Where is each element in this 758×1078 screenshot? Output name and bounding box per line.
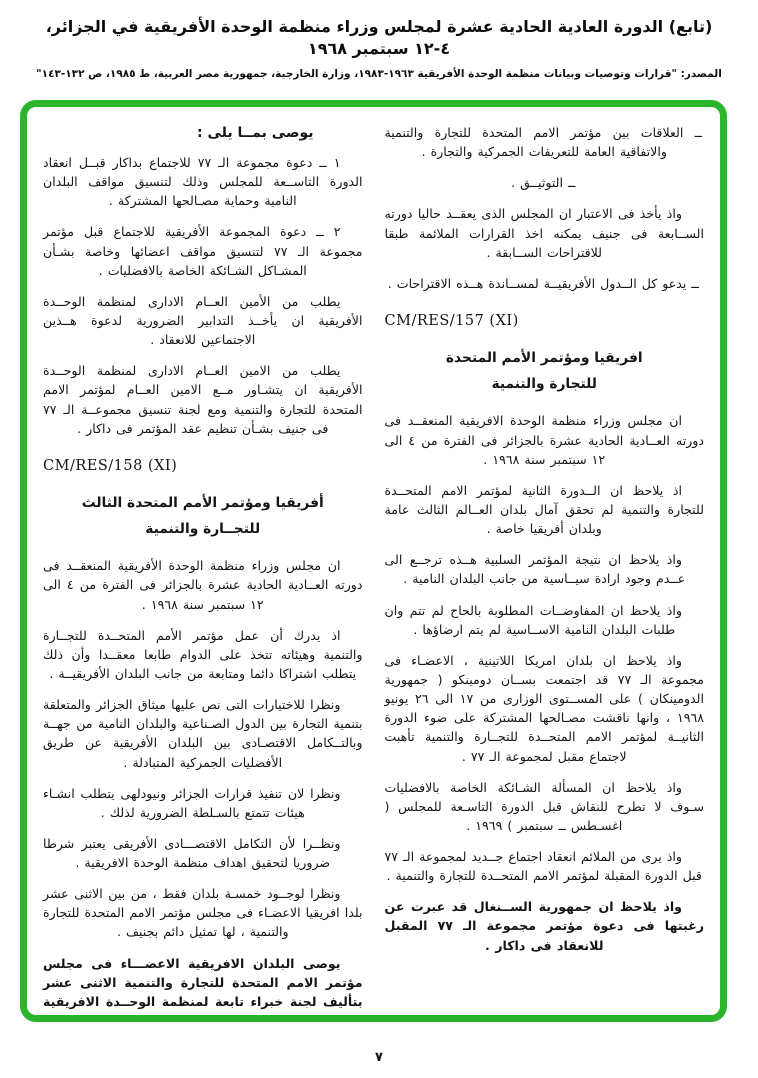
recommendation-item-2: ٢ ــ دعوة المجموعة الأفريقية للاجتماع قبل مؤتمر مجموعة الـ ٧٧ لتنسيق مواقف اعضائها وخاصة بشـأن المشـاكل الشـائكة الخاصة بالافضليات .: [43, 224, 363, 278]
document-source-citation: المصدر: "قرارات وتوصيات وبيانات منظمة الوحدة الأفريقية ١٩٦٣-١٩٨٣، وزارة الخارجية، جمهورية مصر العربية، ط ١٩٨٥، ص ١٣٢-١٤٣": [36, 67, 722, 80]
paragraph-algiers-charter-options: ونظرا للاختيارات التى نص عليها ميثاق الجزائر والمتعلقة بتنمية التجارة بين الدول الصـناعية والبلدان النامية من جهــة وبالتــكامل الاقتصـادى بين البلدان الأفريقية عن طريق الأفضليات الجمركية المتبادلة .: [43, 697, 363, 770]
recommendation-item-1: ١ ــ دعوة مجموعة الـ ٧٧ للاجتماع بداكار قبــل انعقاد الدورة التاســعة للمجلس وذلك لتنسيق مواقف البلدان النامية وحماية مصـالحها المشتركة .: [43, 155, 363, 209]
paragraph-latin-america-group77: واذ يلاحظ ان بلدان امريكا اللاتينية ، الاعضـاء فى مجموعة الـ ٧٧ قد اجتمعت بســان دومينكو ( جمهورية الدومينكان ) على المســتوى الوزارى من ١٧ الى ٢٦ يونيو ١٩٦٨ ، وانها ناقشت مصـالحها المشتركة على ضوء الدورة الثانيــة لمؤتمر الامم المتحــدة للتجــارة والتنمية تأهبت لاجتماع مقبل لمجموعة الـ ٧٧ .: [384, 652, 705, 764]
green-border-frame: [20, 100, 727, 1022]
resolution-158-heading-line1: أفريقيا ومؤتمر الأمم المتحدة الثالث: [81, 494, 324, 511]
paragraph-negative-outcome: واذ يلاحظ ان نتيجة المؤتمر السلبية هــذه ترجــع الى عــدم وجود ارادة سيــاسية من جانب البلدان النامية .: [384, 552, 686, 587]
resolution-157-heading-line1: افريقيا ومؤتمر الأمم المتحدة: [445, 349, 643, 366]
resolution-158-heading: [43, 490, 363, 542]
paragraph-requests-secretary-general-2: يطلب من الامين العــام الادارى لمنظمة الوحــدة الأفريقية ان يتشـاور مــع الامين العــام لمؤتمر الامم المتحدة للتجارة والتنمية ومع لجنة تنسيق مجموعــة الـ ٧٧ فى جنيف بشـأن تنظيم عقد المؤتمر فى داكار .: [43, 363, 363, 436]
dash-item-unctad-gatt-relations: ــ العلاقات بين مؤتمر الامم المتحدة للتجارة والتنمية والاتفاقية العامة للتعريفات الجمركية والتجارة .: [384, 125, 702, 160]
paragraph-noting-second-unctad: اذ يلاحظ ان الــدورة الثانية لمؤتمر الامم المتحــدة للتجارة والتنمية لم تحقق آمال بلدان العــالم الثالث عامة وبلدان أفريقيا خاصة .: [384, 482, 704, 537]
resolution-number-158: CM/RES/158 (XI): [43, 457, 178, 474]
two-column-text-area: [27, 107, 720, 1022]
paragraph-implementation-bodies: ونظرا لان تنفيذ قرارات الجزائر ونيودلهى يتطلب انشـاء هيئات تتمتع بالسـلطة الضرورية لذلك .: [43, 785, 341, 820]
page-header: [0, 16, 758, 80]
recommends-heading: يوصى بمــا يلى :: [196, 125, 314, 141]
paragraph-realizing-unctad-work: اذ يدرك أن عمل مؤتمر الأمم المتحــدة للتجــارة والتنمية وهيئاته تتخذ على الدوام طابعا معقــدا وأن ذلك يتطلب اشتراكا دائما ومتابعة من جانب البلدان الأفريقيــة .: [43, 627, 363, 681]
paragraph-council-eleventh-session: ان مجلس وزراء منظمة الوحدة الافريقية المنعقــد فى دورته العــادية الحادية عشرة بالجزائر فى الفترة من ٤ الى ١٢ سبتمبر سنة ١٩٦٨ .: [384, 413, 704, 467]
paragraph-five-countries-geneva: ونظرا لوجــود خمسـة بلدان فقط ، من بين الاثنى عشر بلدا افريقيا الاعضـاء فى مجلس مؤتمر الامم المتحدة للتجارة والتنمية ، لها تمثيل دائم بجنيف .: [43, 886, 363, 940]
dash-item-documentation: ــ التوثيــق .: [511, 175, 576, 191]
paragraph-requests-secretary-general-1: يطلب من الأمين العــام الادارى لمنظمة الوحــدة الأفريقية ان يأخــذ التدابير الضرورية لدعوة هــذين الاجتماعين للانعقاد .: [43, 293, 363, 348]
document-title: (تابع) الدورة العادية الحادية عشرة لمجلس وزراء منظمة الوحدة الأفريقية في الجزائر، ٤-١٢ سبتمبر ١٩٦٨: [45, 17, 713, 59]
resolution-157-heading: [385, 345, 705, 397]
paragraph-senegal-invitation: واذ يلاحظ ان جمهورية الســنغال قد عبرت عن رغبتها فى دعوة مؤتمر مجموعة الـ ٧٧ المقبل للانعقاد فى داكار .: [384, 899, 704, 953]
paragraph-new-group77-meeting: واذ يرى من الملائم انعقاد اجتماع جــديد لمجموعة الـ ٧٧ قبل الدورة المقبلة لمؤتمر الامم المتحــدة للتجارة والتنمية .: [384, 849, 702, 884]
page-number: ٧: [375, 1050, 383, 1065]
paragraph-negotiations-unfulfilled: واذ يلاحظ ان المفاوضــات المطلوبة بالحاح لم تتم وان طلبات البلدان النامية الاســاسية لم يتم ارضاؤها .: [384, 602, 682, 637]
paragraph-recommends-expert-committee: يوصى البلدان الافريقية الاعضـــاء فى مجلس مؤتمر الامم المتحدة للتجارة والتنمية الاثنى عشر بتأليف لجنة خبراء تابعة لمنظمة الوحــدة الافريقية تكلف بالسـهر: [43, 955, 363, 1022]
column-right: [385, 123, 705, 1005]
resolution-158-heading-line2: للتجــارة والتنمية: [145, 521, 261, 538]
column-left: [43, 123, 363, 1022]
paragraph-council-eleventh-session-158: ان مجلس وزراء منظمة الوحدة الأفريقية المنعقــد فى دورته العــادية الحادية عشرة بالجزائر فى الفترة من ٤ الى ١٢ سبتمبر سنة ١٩٦٨ .: [43, 558, 363, 612]
resolution-157-heading-line2: للتجارة والتنمية: [491, 376, 597, 393]
paragraph-council-seventh-session: واذ يأخذ فى الاعتبار ان المجلس الذى يعقــد حاليا دورته الســابعة فى جنيف يمكنه اخذ القرارات الملائمة طبقا للاقتراحات الســابقة .: [384, 206, 704, 260]
resolution-number-157: CM/RES/157 (XI): [384, 312, 519, 329]
dash-item-invite-african-states: ــ يدعو كل الــدول الأفريقيــة لمســاندة هــذه الاقتراحات .: [387, 275, 699, 291]
paragraph-economic-integration: ونظــرا لأن التكامل الاقتصـــادى الأفريقى يعتبر شرطا ضروريا لتحقيق اهداف منظمة الوحدة الافريقية .: [43, 835, 341, 871]
paragraph-preferences-issue: واذ يلاحظ ان المسألة الشـائكة الخاصة بالافضليات سـوف لا تطرح للنقاش قبل الدورة التاسـعة للمجلس ( اغسـطس ــ سبتمبر ) ١٩٦٩ .: [384, 779, 704, 833]
